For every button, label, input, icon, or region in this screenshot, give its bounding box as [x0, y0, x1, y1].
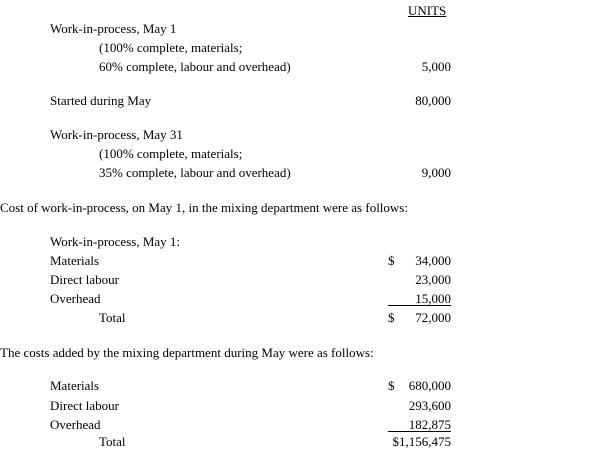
units-column-header: UNITS — [408, 3, 447, 18]
added-row-materials-label: Materials — [50, 378, 100, 393]
added-row-overhead-label: Overhead — [50, 417, 101, 432]
added-row-labour-label: Direct labour — [50, 398, 119, 413]
added-total-label: Total — [99, 434, 126, 449]
cost-row-overhead-label: Overhead — [50, 291, 101, 306]
wip-may1-label: Work-in-process, May 1 — [50, 21, 177, 36]
cost-row-materials-dollar: $ — [388, 253, 395, 268]
wip-may31-units: 9,000 — [421, 165, 451, 180]
cost-row-overhead-value: 15,000 — [415, 291, 451, 306]
cost-total-label: Total — [99, 310, 126, 325]
cost-row-materials-label: Materials — [50, 253, 100, 268]
wip-may31-label: Work-in-process, May 31 — [50, 127, 183, 142]
wip-may1-note-line2: 60% complete, labour and overhead) — [99, 59, 291, 74]
started-label: Started during May — [50, 93, 152, 108]
cost-total-dollar: $ — [388, 310, 395, 325]
wip-may1-note-line1: (100% complete, materials; — [99, 40, 243, 55]
cost-intro-text: Cost of work-in-process, on May 1, in the mixing department were as follows: — [0, 200, 408, 215]
added-row-materials-dollar: $ — [388, 378, 395, 393]
wip-may31-note-line1: (100% complete, materials; — [99, 146, 243, 161]
added-total-value: $1,156,475 — [392, 434, 451, 449]
cost-row-labour-label: Direct labour — [50, 272, 119, 287]
added-row-labour-value: 293,600 — [408, 398, 451, 413]
added-subtotal-rule — [388, 431, 451, 432]
started-units: 80,000 — [415, 93, 451, 108]
added-row-overhead-value: 182,875 — [408, 417, 451, 432]
cost-table-heading: Work-in-process, May 1: — [50, 234, 181, 249]
cost-row-labour-value: 23,000 — [415, 272, 451, 287]
cost-row-materials-value: 34,000 — [415, 253, 451, 268]
cost-subtotal-rule — [388, 305, 451, 306]
cost-total-value: 72,000 — [415, 310, 451, 325]
added-intro-text: The costs added by the mixing department during May were as follows: — [0, 345, 374, 360]
wip-may1-units: 5,000 — [421, 59, 451, 74]
wip-may31-note-line2: 35% complete, labour and overhead) — [99, 165, 291, 180]
added-row-materials-value: 680,000 — [408, 378, 451, 393]
